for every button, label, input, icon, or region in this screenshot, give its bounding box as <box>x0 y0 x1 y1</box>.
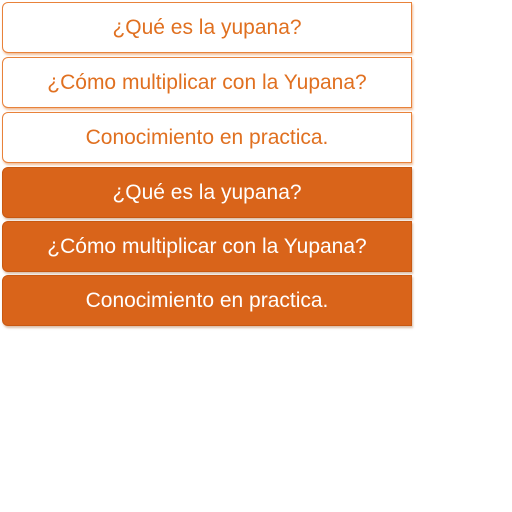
menu-button-conocimiento-practica-active[interactable]: Conocimiento en practica. <box>2 275 412 326</box>
menu-button-que-es-yupana[interactable]: ¿Qué es la yupana? <box>2 2 412 53</box>
menu-button-como-multiplicar[interactable]: ¿Cómo multiplicar con la Yupana? <box>2 57 412 108</box>
menu-button-como-multiplicar-active[interactable]: ¿Cómo multiplicar con la Yupana? <box>2 221 412 272</box>
navigation-menu <box>2 2 412 326</box>
menu-button-conocimiento-practica[interactable]: Conocimiento en practica. <box>2 112 412 163</box>
menu-button-que-es-yupana-active[interactable]: ¿Qué es la yupana? <box>2 167 412 218</box>
